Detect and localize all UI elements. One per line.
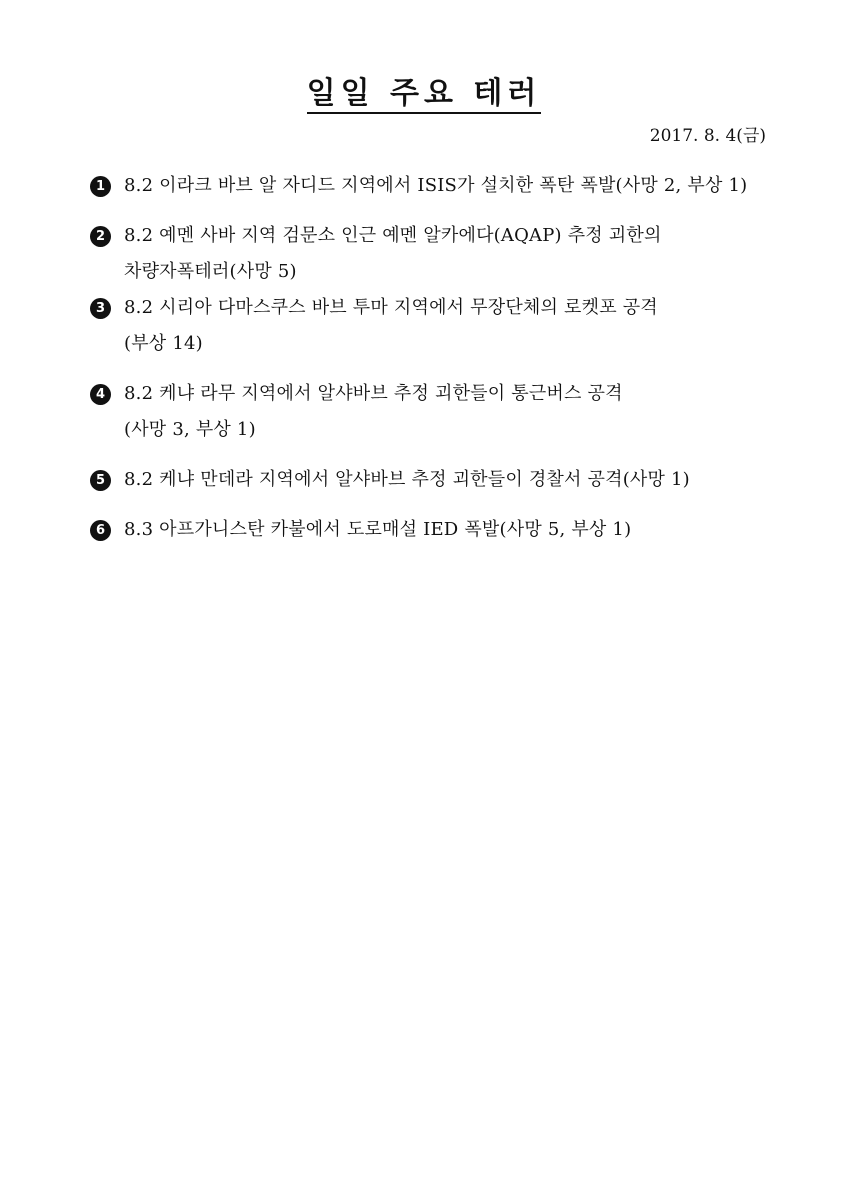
item-text-line: 8.2 예멘 사바 지역 검문소 인근 예멘 알카에다(AQAP) 추정 괴한의 bbox=[124, 225, 662, 246]
item-text-line: 8.3 아프가니스탄 카불에서 도로매설 IED 폭발(사망 5, 부상 1) bbox=[124, 519, 632, 540]
list-item bbox=[90, 462, 770, 498]
list-item bbox=[90, 218, 770, 290]
page-title bbox=[0, 74, 848, 114]
item-text-line: (부상 14) bbox=[124, 333, 203, 354]
list-item bbox=[90, 290, 770, 362]
list-item bbox=[90, 168, 770, 204]
number-badge-icon: 6 bbox=[90, 520, 111, 541]
report-date: 2017. 8. 4(금) bbox=[649, 126, 766, 146]
number-badge-icon: 2 bbox=[90, 226, 111, 247]
item-text-line: 8.2 케냐 라무 지역에서 알샤바브 추정 괴한들이 통근버스 공격 bbox=[124, 383, 623, 404]
number-badge-icon: 4 bbox=[90, 384, 111, 405]
number-badge-icon: 1 bbox=[90, 176, 111, 197]
list-item bbox=[90, 512, 770, 548]
item-text-line: 차량자폭테러(사망 5) bbox=[124, 261, 297, 282]
item-text-line: 8.2 시리아 다마스쿠스 바브 투마 지역에서 무장단체의 로켓포 공격 bbox=[124, 297, 658, 318]
item-text-line: (사망 3, 부상 1) bbox=[124, 419, 256, 440]
number-badge-icon: 3 bbox=[90, 298, 111, 319]
list-item bbox=[90, 376, 770, 448]
item-text-line: 8.2 케냐 만데라 지역에서 알샤바브 추정 괴한들이 경찰서 공격(사망 1) bbox=[124, 469, 690, 490]
incident-list bbox=[90, 168, 770, 548]
number-badge-icon: 5 bbox=[90, 470, 111, 491]
item-text-line: 8.2 이라크 바브 알 자디드 지역에서 ISIS가 설치한 폭탄 폭발(사망 2, 부상 1) bbox=[124, 175, 748, 196]
page-title-text: 일일 주요 테러 bbox=[307, 76, 542, 114]
